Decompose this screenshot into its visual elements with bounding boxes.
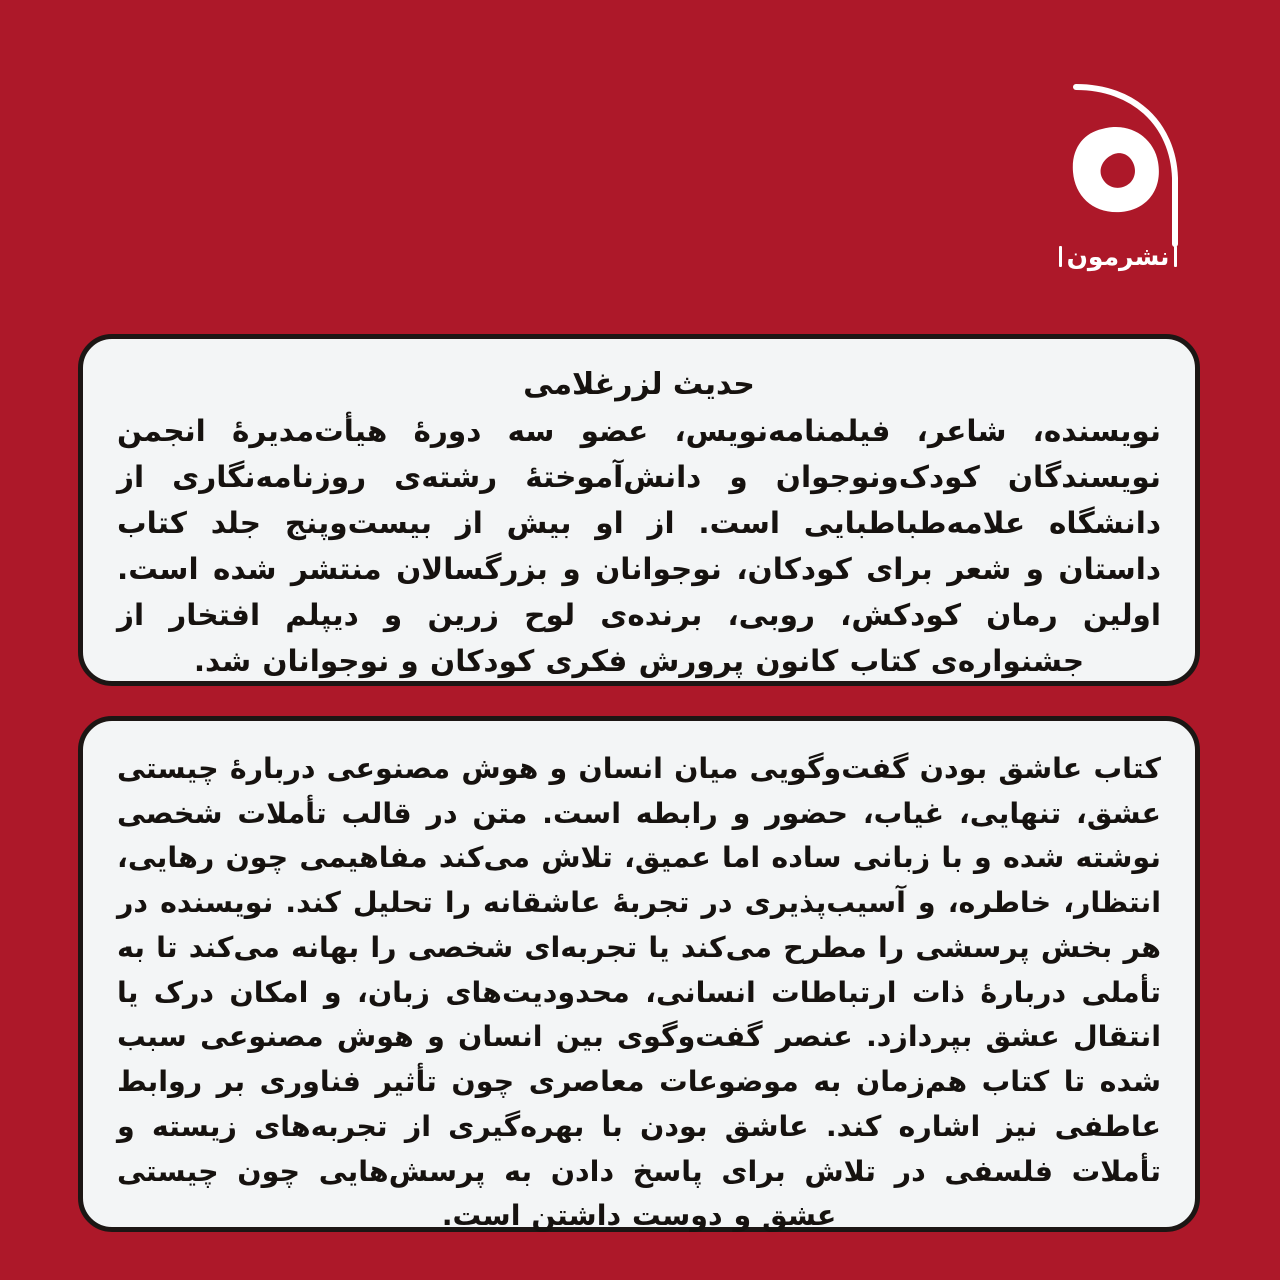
brand-logo	[1042, 58, 1202, 273]
vertical-bar-icon	[1059, 246, 1062, 267]
author-bio-card	[78, 334, 1200, 686]
book-description-text: کتاب عاشق بودن گفت‌وگویی میان انسان و هوش مصنوعی دربارهٔ چیستی عشق، تنهایی، غیاب، حضور و رابطه است. متن در قالب تأملات شخصی نوشته شده و با زبانی ساده اما عمیق، تلاش می‌کند مفاهیمی چون رهایی، انتظار، خاطره، و آسیب‌پذیری در تجربهٔ عاشقانه را تحلیل کند. نویسنده در هر بخش پرسشی را مطرح می‌کند یا تجربه‌ای شخصی را بهانه می‌کند تا به تأملی دربارهٔ ذات ارتباطات انسانی، محدودیت‌های زبان، و امکان درک یا انتقال عشق بپردازد. عنصر گفت‌وگوی بین انسان و هوش مصنوعی سبب شده تا کتاب هم‌زمان به موضوعات معاصری چون تأثیر فناوری بر روابط عاطفی نیز اشاره کند. عاشق بودن با بهره‌گیری از تجربه‌های زیسته و تأملات فلسفی در تلاش برای پاسخ دادن به پرسش‌هایی چون چیستی عشق و دوست داشتن است.	[117, 752, 1161, 1233]
brand-name: نشرمون	[1066, 241, 1170, 271]
author-name: حدیث لزرغلامی	[523, 367, 755, 402]
vertical-bar-icon	[1174, 246, 1177, 267]
author-biography-text: نویسنده، شاعر، فیلمنامه‌نویس، عضو سه دورهٔ هیأت‌مدیرهٔ انجمن نویسندگان کودک‌ونوجوان و دانش‌آموختهٔ رشته‌ی روزنامه‌نگاری از دانشگاه علامه‌طباطبایی است. از او بیش از بیست‌وپنج جلد کتاب داستان و شعر برای کودکان، نوجوانان و بزرگسالان منتشر شده است. اولین رمان کودکش، روبی، برنده‌ی لوح زرین و دیپلم افتخار از جشنواره‌ی کتاب کانون پرورش فکری کودکان و نوجوانان شد.	[117, 413, 1161, 678]
brand-wordmark	[1042, 239, 1194, 273]
book-description-card	[78, 716, 1200, 1232]
